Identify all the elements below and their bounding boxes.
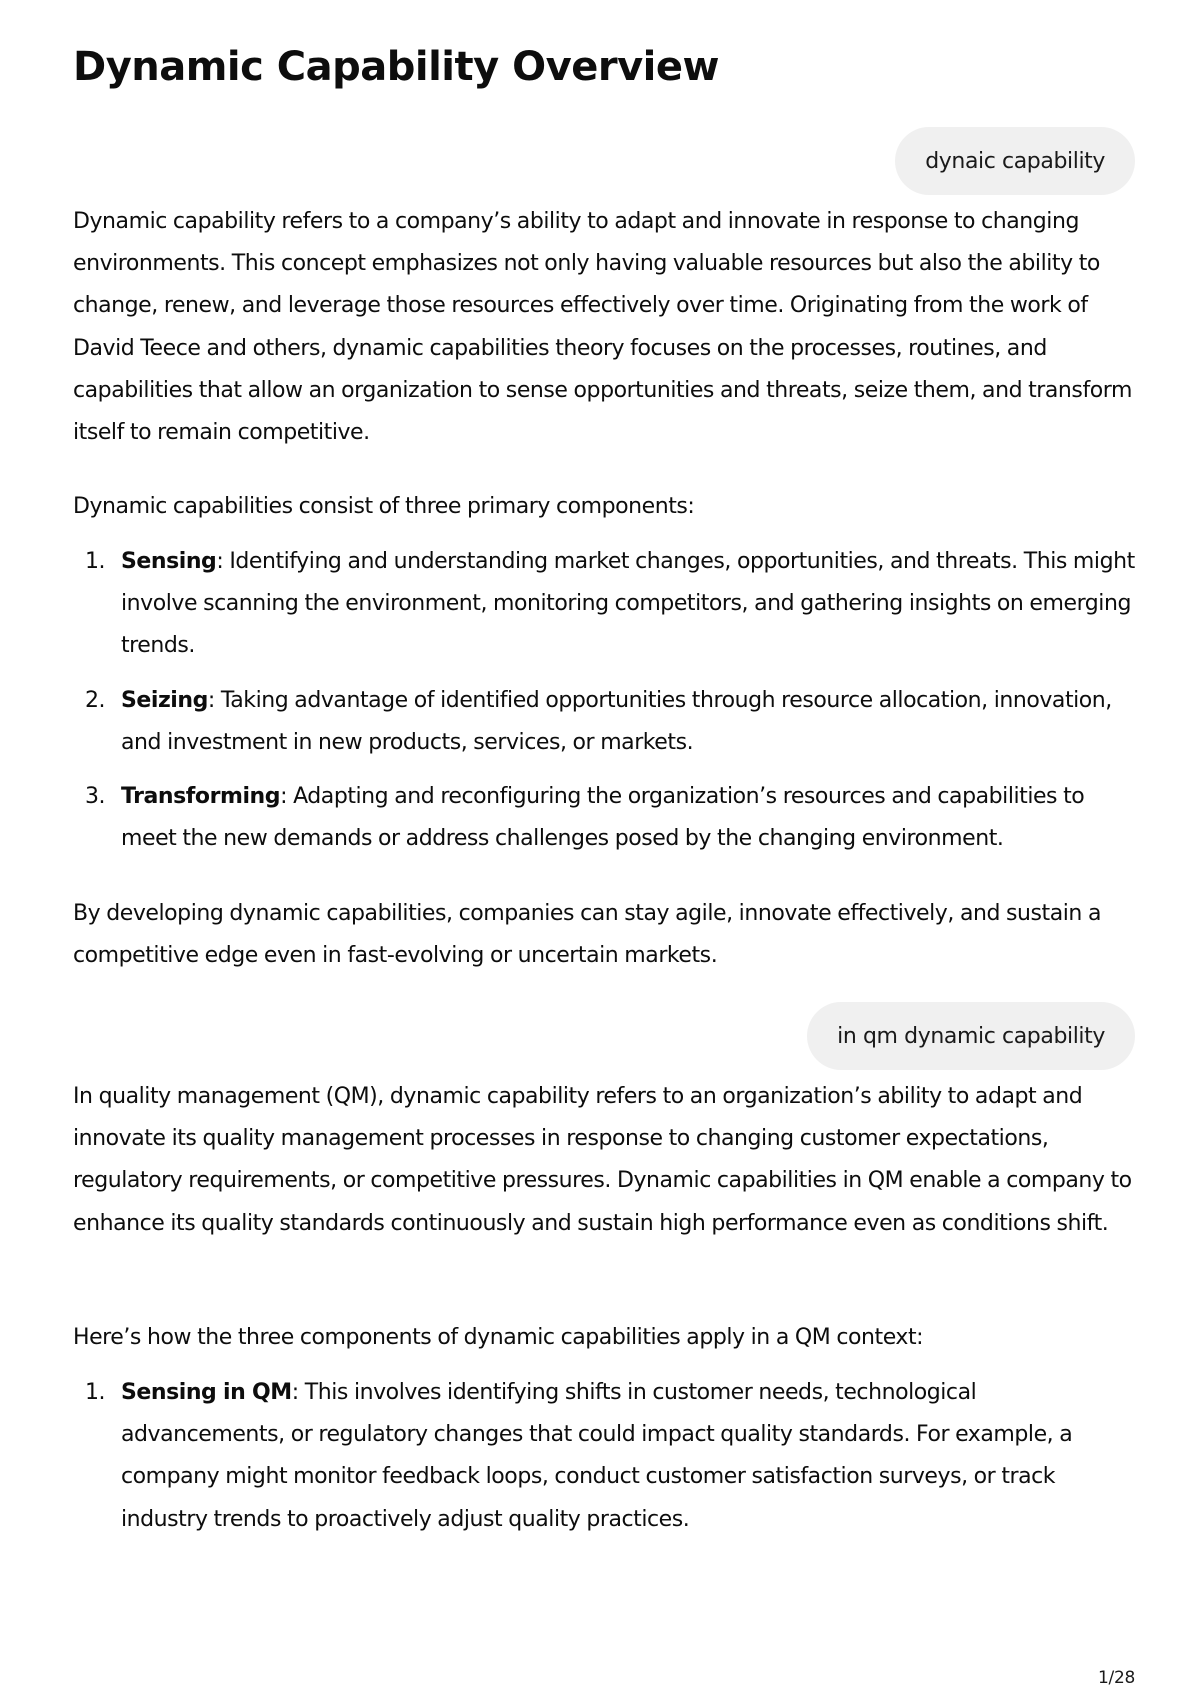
list-number: 1. — [85, 549, 106, 574]
response-lead — [73, 1317, 1135, 1359]
response-intro — [73, 1076, 1135, 1245]
user-message-row — [807, 1002, 1135, 1070]
list-item — [73, 680, 1135, 764]
list-item — [73, 1372, 1135, 1541]
list-number: 1. — [85, 1380, 106, 1405]
user-message-row — [895, 127, 1135, 195]
list-term: Sensing — [121, 549, 217, 574]
list-term: Sensing in QM — [121, 1380, 292, 1405]
response-intro — [73, 201, 1135, 454]
list-text: : Identifying and understanding market changes, opportunities, and threats. This might involve scanning the environment, monitoring competitors, and gathering insights on emerging trends. — [121, 549, 1135, 659]
list-text: : Taking advantage of identified opportunities through resource allocation, innovation, and investment in new products, services, or markets. — [121, 687, 1112, 755]
qm-components-list — [73, 1372, 1135, 1553]
response-paragraph: Dynamic capabilities consist of three primary components: — [73, 494, 695, 519]
components-list — [73, 541, 1135, 872]
response-paragraph: Dynamic capability refers to a company’s ability to adapt and innovate in response to changing environments. This concept emphasizes not only having valuable resources but also the ability to change, renew, and leverage those resources effectively over time. Originating from the work of David Teece and others, dynamic capabilities theory focuses on the processes, routines, and capabilities that allow an organization to sense opportunities and threats, seize them, and transform itself to remain competitive. — [73, 209, 1132, 446]
list-number: 2. — [85, 687, 106, 713]
list-term: Seizing — [121, 687, 208, 713]
list-text: : This involves identifying shifts in customer needs, technological advancements, or regulatory changes that could impact quality standards. For example, a company might monitor feedback loops, conduct customer satisfaction surveys, or track industry trends to proactively adjust quality practices. — [121, 1380, 1073, 1532]
list-item — [73, 541, 1135, 668]
list-number: 3. — [85, 784, 106, 810]
page-number: 1/28 — [1098, 1668, 1135, 1688]
user-message-bubble: in qm dynamic capability — [807, 1002, 1135, 1070]
response-paragraph: By developing dynamic capabilities, companies can stay agile, innovate effectively, and sustain a competitive edge even in fast-evolving or uncertain markets. — [73, 901, 1101, 969]
list-term: Transforming — [121, 784, 281, 810]
response-paragraph: In quality management (QM), dynamic capability refers to an organization’s ability to adapt and innovate its quality management processes in response to changing customer expectations, regulatory requirements, or competitive pressures. Dynamic capabilities in QM enable a company to enhance its quality standards continuously and sustain high performance even as conditions shift. — [73, 1084, 1132, 1236]
page-title: Dynamic Capability Overview — [73, 44, 719, 90]
response-paragraph: Here’s how the three components of dynamic capabilities apply in a QM context: — [73, 1325, 924, 1350]
list-item — [73, 776, 1135, 860]
response-lead — [73, 486, 1135, 528]
user-message-bubble: dynaic capability — [895, 127, 1135, 195]
list-text: : Adapting and reconfiguring the organization’s resources and capabilities to meet the new demands or address challenges posed by the changing environment. — [121, 784, 1085, 852]
response-outro — [73, 893, 1135, 977]
